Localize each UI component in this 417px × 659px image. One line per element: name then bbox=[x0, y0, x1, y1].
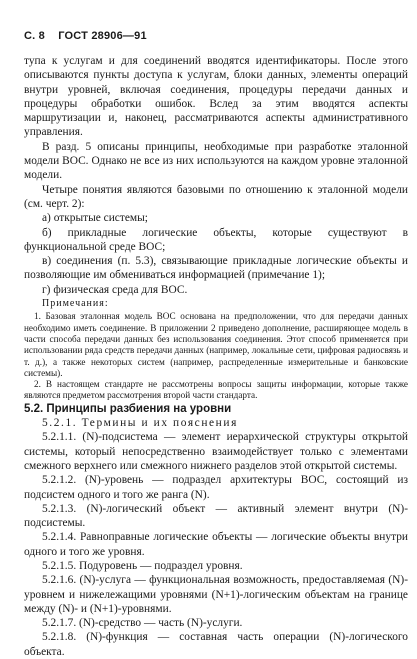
page-header bbox=[24, 30, 147, 42]
paragraph: В разд. 5 описаны принципы, необходимые при разработке эталонной модели ВОС. Однако не все из них используются на каждом уровне эталонной модели. bbox=[24, 140, 408, 182]
standard-number: ГОСТ 28906—91 bbox=[58, 30, 147, 42]
list-item: б) прикладные логические объекты, которые существуют в функциональной среде ВОС; bbox=[24, 226, 408, 253]
definition: 5.2.1.2. (N)-уровень — подраздел архитектуры ВОС, состоящий из подсистем одного и того же ранга (N). bbox=[24, 474, 408, 501]
definition: 5.2.1.8. (N)-функция — составная часть операции (N)-логического объекта. bbox=[24, 631, 408, 658]
definition: 5.2.1.5. Подуровень — подраздел уровня. bbox=[42, 559, 243, 572]
definition: 5.2.1.6. (N)-услуга — функциональная возможность, предоставляемая (N)-уровнем и нижележащими уровнями (N+1)-логическим объектам на границе между (N)- и (N+1)-уровнями. bbox=[24, 574, 408, 615]
note-item: 2. В настоящем стандарте не рассмотрены вопросы защиты информации, которые также являются предметом рассмотрения второй части стандарта. bbox=[24, 379, 408, 401]
subsection-heading: 5.2.1. Термины и их пояснения bbox=[42, 417, 238, 430]
note-item: 1. Базовая эталонная модель ВОС основана на предположении, что для передачи данных необходимо иметь соединение. В приложении 2 приведено дополнение, расширяющее модель в части способа передачи данных без использования соединения. Этот способ применяется при использовании ряда средств передачи данных (например, локальные сети, цифровая радиосвязь и т. д.), а также некоторых систем (например, распределенные измерительные и банковские системы). bbox=[24, 311, 408, 378]
paragraph: тупа к услугам и для соединений вводятся идентификаторы. После этого описываются пункты доступа к услугам, блоки данных, элементы операций внутри уровней, включая соединения, процедуры передачи данных и процедуры обработки ошибок. Вслед за этим вводятся аспекты маршрутизации и, наконец, рассматриваются аспекты административного управления. bbox=[24, 55, 408, 139]
list-item: г) физическая среда для ВОС. bbox=[42, 283, 188, 296]
list-item: в) соединения (п. 5.3), связывающие прикладные логические объекты и позволяющие им обмениваться информацией (примечание 1); bbox=[24, 255, 408, 282]
notes-block bbox=[24, 311, 408, 401]
notes-heading: Примечания: bbox=[42, 298, 109, 310]
paragraph: Четыре понятия являются базовыми по отношению к эталонной модели (см. черт. 2): bbox=[24, 183, 408, 210]
definition: 5.2.1.1. (N)-подсистема — элемент иерархической структуры открытой системы, который непосредственно взаимодействует только с элементами смежного верхнего или смежного нижнего разделов этой открытой системы. bbox=[24, 431, 408, 472]
page-number: С. 8 bbox=[24, 30, 45, 42]
definition: 5.2.1.4. Равноправные логические объекты — логические объекты внутри одного и того же уровня. bbox=[24, 531, 408, 558]
list-item: а) открытые системы; bbox=[42, 212, 148, 225]
definition: 5.2.1.3. (N)-логический объект — активный элемент внутри (N)-подсистемы. bbox=[24, 502, 408, 530]
section-heading: 5.2. Принципы разбиения на уровни bbox=[24, 402, 232, 415]
definition: 5.2.1.7. (N)-средство — часть (N)-услуги. bbox=[42, 617, 243, 630]
page-content bbox=[24, 54, 408, 659]
